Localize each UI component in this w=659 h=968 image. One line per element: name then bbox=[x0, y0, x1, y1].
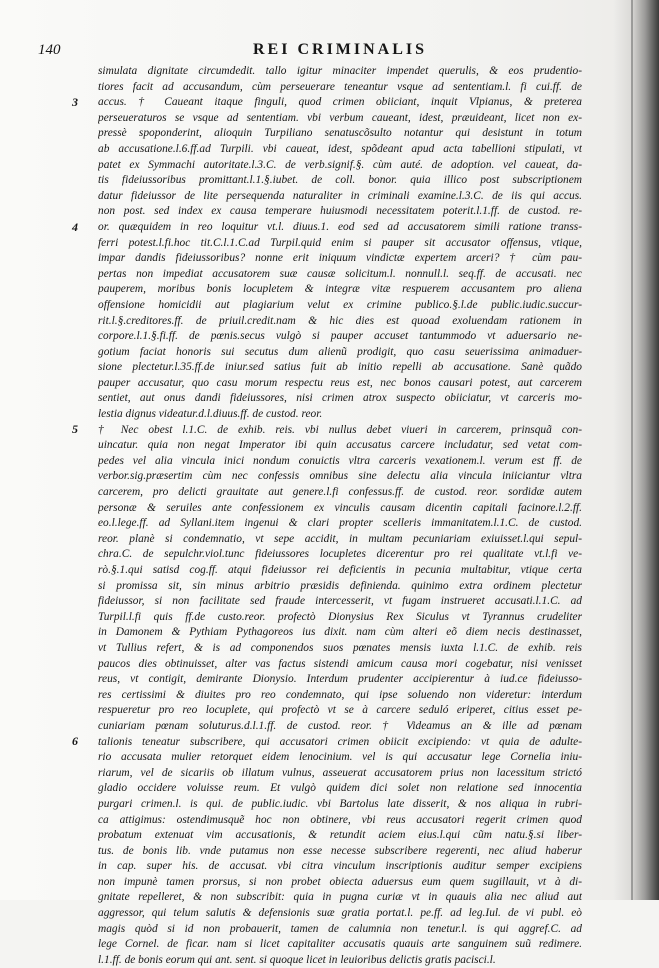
text-line: l.1.ff. de bonis eorum qui ant. sent. si quoque licet in leuioribus delictis gratis pacisci.l. bbox=[98, 953, 496, 966]
page-gutter-shadow bbox=[613, 0, 659, 900]
text-line: res certissimi & diuites pro reo condemnato, qui ipse soluendo non videretur: interdum bbox=[98, 688, 582, 701]
page-header bbox=[38, 42, 598, 62]
text-line: Turpil.l.fi quis ff.de custo.reor. profectò Dionysius Rex Siculus vt Tyrannus crudeliter bbox=[98, 610, 582, 623]
body-text bbox=[98, 64, 582, 968]
text-line: gotium faciat honoris sui secutus dum alienũ prodigit, quo casu seuerissima animaduer- bbox=[98, 345, 582, 358]
text-line: magis quòd si id non probauerit, tamen de calumnia non tenetur.l. is qui aggref.C. ad bbox=[98, 922, 582, 935]
text-line: datur fideiussor de lite persequenda naturaliter in criminali examine.l.3.C. de iis qui accus. bbox=[98, 189, 582, 202]
text-line: sentiet, aut onus dandi fideiussores, nisi crimen atrox suspecto obiiciatur, vt carceris mo- bbox=[98, 392, 582, 405]
text-line: non impunè tamen prorsus, si non probet obiecta aduersus eum quem sugillauit, vt à di- bbox=[98, 875, 582, 888]
text-line: in cap. super his. de accusat. vbi citra vinculum inscriptionis auditur semper excipiens bbox=[98, 860, 582, 873]
text-line: riarum, vel de sicariis ob illatum vulnus, asseuerat accusatorem prius non lacessitum strictó bbox=[98, 766, 582, 779]
text-line: in Damonem & Pythiam Pythagoreos ius dixit. nam cùm alteri eõ diem necis destinasset, bbox=[98, 626, 582, 639]
text-line: reor. planè si condemnatio, vt sepe accidit, in multam pecuniariam exiuisset.l.qui sepul- bbox=[98, 532, 582, 545]
margin-number: 6 bbox=[72, 734, 78, 748]
text-line: † Nec obest l.1.C. de exhib. reis. vbi nullus debet viueri in carcerem, prinsquã con- bbox=[98, 423, 582, 436]
text-line: purgari crimen.l. is qui. de public.iudic. vbi Bartolus late disserit, & nos aliqua in rubri- bbox=[98, 797, 582, 810]
text-line: fideiussor, si non facilitate sed fraude intercesserit, vt fugam instrueret accusati.l.1.C. ad bbox=[98, 595, 582, 608]
running-head: REI CRIMINALIS bbox=[253, 41, 428, 58]
text-line: rio accusata mulier retorquet eidem lenocinium. vel is qui accusatur lege Cornelia iniu- bbox=[98, 751, 582, 764]
text-line: pedes vel alia vincula inici nondum conuictis vltra carceris vexationem.l. verum est ff. de bbox=[98, 454, 582, 467]
margin-number: 5 bbox=[72, 422, 78, 436]
text-line: rit.l.§.creditores.ff. de priuil.credit.nam & hic dies est quoad exoluendam rationem in bbox=[98, 314, 582, 327]
page-number: 140 bbox=[38, 42, 61, 58]
text-line: carcerem, pro delicti grauitate aut genere.l.fi confessus.ff. de custod. reor. sordidæ autem bbox=[98, 486, 582, 499]
text-line: rò.§.1.qui satisd cog.ff. atqui fideiussor rei deficientis in pecunia multabitur, vtique certa bbox=[98, 564, 582, 576]
text-line: pauper accusatur, quo casu morum respectu reus est, nec bonos causari potest, aut carcerem bbox=[98, 376, 582, 389]
text-line: tiores facit ad accusandum, cùm perseuerare teneantur vsque ad sententiam.l. fi cui.ff. de bbox=[98, 80, 582, 93]
text-line: pressè spoponderint, alioquin Turpiliano senatuscõsulto notantur qui desistunt in totum bbox=[98, 127, 582, 140]
text-line: paucos dies obtinuisset, alter vas factus sistendi amicum causa mori cogebatur, nisi venisset bbox=[98, 657, 582, 670]
text-line: aggressor, qui telum salutis & defensionis suæ gratia portat.l. pe.ff. ad leg.Iul. de vi publ. eò bbox=[98, 907, 582, 920]
text-line: accus. † Caueant itaque finguli, quod crimen obiiciant, inquit Vlpianus, & preterea bbox=[98, 96, 582, 109]
text-line: ab accusatione.l.6.ff.ad Turpili. vbi caueat, idest, spõdeant apud acta tabellioni stipulati, vt bbox=[98, 142, 582, 155]
text-line: impar dandis fideiussoribus? nonne erit iniquum vindictæ expertem arceri? † cùm pau- bbox=[98, 252, 582, 265]
text-line: non post. sed index ex causa temperare huiusmodi necessitatem poterit.l.1.ff. de custod. re- bbox=[98, 205, 582, 218]
text-line: tis fideiussoribus promittant.l.1.§.iubet. de coll. bonor. quia illico post subscriptionem bbox=[98, 174, 582, 187]
text-line: probatum extenuat vim accusationis, & retundit aciem eius.l.qui cũm natu.§.si liber- bbox=[98, 829, 582, 842]
text-line: perseueraturos se vsque ad sententiam. vbi verbum caueant, idest, præuideant, licet non ex- bbox=[98, 111, 582, 124]
binding-edge bbox=[631, 0, 633, 900]
text-line: simulata dignitate circumdedit. tallo igitur minaciter impendet querulis, & eos prudentio- bbox=[98, 65, 582, 77]
text-line: corpore.l.1.§.fi.ff. de pœnis.secus vulgò si pauper accuset tantummodo vt aduersario ne- bbox=[98, 330, 582, 343]
text-line: uincatur. quia non negat Imperator ibi quin accusatus carcere includatur, sed vetat com- bbox=[98, 439, 582, 452]
text-line: or. quæquidem in reo loquitur vt.l. diuus.1. eod sed ad accusatorem simili ratione transs- bbox=[98, 220, 582, 233]
text-line: vt Tullius refert, & is ad componendos suos pœnates mensis iuxta l.1.C. de exhib. reis bbox=[98, 641, 582, 654]
text-line: tus. de bonis lib. vnde putamus non esse necesse subscribere regerenti, nec aliud haberur bbox=[98, 844, 582, 857]
text-line: lestia dignus videatur.d.l.diuus.ff. de custod. reor. bbox=[98, 408, 323, 421]
text-line: sione plectetur.l.35.ff.de iniur.sed satius fuit ab initio repelli ab accusatione. Sanè quãdo bbox=[98, 361, 582, 374]
text-line: ferri potest.l.fi.hoc tit.C.l.1.C.ad Turpil.quid enim si pauper sit accusator offensus, vtique, bbox=[98, 236, 582, 249]
margin-number: 3 bbox=[72, 95, 78, 109]
text-line: chra.C. de sepulchr.viol.tunc fideiussores locupletes dicerentur pro rei qualitate vt.l.fi ve- bbox=[98, 548, 582, 561]
text-line: personæ & seruiles ante confessionem ex vinculis causam dicentin capitali facinore.l.2.ff. bbox=[98, 501, 582, 514]
text-line: talionis teneatur subscribere, qui accusatori crimen obiicit excipiendo: vt quia de adulte- bbox=[98, 735, 582, 748]
text-line: gladio occidere voluisse reum. Et vulgò quidem dici solet non relatione sed innocentia bbox=[98, 782, 582, 795]
text-line: si promissa sit, sin minus arbitrio præsidis definienda. quinimo extra ordinem plectetur bbox=[98, 579, 582, 592]
text-line: pauperem, moribus bonis locupletem & integræ vitæ respuerem accusantem pro aliena bbox=[98, 283, 582, 296]
margin-number: 4 bbox=[72, 220, 78, 234]
text-line: eo.l.lege.ff. ad Syllani.item ingenui & clari propter scelleris immanitatem.l.1.C. de custod. bbox=[98, 517, 582, 530]
text-line: reus, vt contigit, demirante Dionysio. Interdum prudenter accipierentur à iud.ce fideiusso- bbox=[98, 673, 582, 686]
text-line: gnitate repelleret, & non subscribit: quia in pugna curiæ vt in quauis alia nec aliud aut bbox=[98, 891, 582, 904]
text-line: ca attigimus: ostendimusquẽ hoc non obtinere, vbi reus accusatori regerit crimen quod bbox=[98, 813, 582, 826]
text-line: patet ex Symmachi autoritate.l.3.C. de verb.signif.§. cùm auté. de adoption. vel caueat, da- bbox=[98, 158, 582, 171]
text-line: offensione homicidii aut plagiarium velut ex crimine publico.§.l.de public.iudic.succur- bbox=[98, 298, 582, 311]
text-line: pertas non impediat accusatorem suæ causæ solicitum.l. nonnull.l. seq.ff. de accusati. nec bbox=[98, 267, 582, 280]
text-line: respueretur pro reo locuplete, qui profectò vt se à carcere seduló eriperet, citius esset pe- bbox=[98, 704, 582, 717]
text-line: verbor.sig.præsertim cùm nec confessis omnibus sine delectu alia vincula iniiciantur vltra bbox=[98, 470, 582, 483]
text-line: cuniariam pœnam soluturus.d.l.1.ff. de custod. reor. † Videamus an & ille ad pœnam bbox=[98, 719, 582, 732]
text-line: lege Cornel. de ficar. nam si licet capitaliter accusatis quauis arte sanguinem suũ redimere. bbox=[98, 938, 582, 951]
